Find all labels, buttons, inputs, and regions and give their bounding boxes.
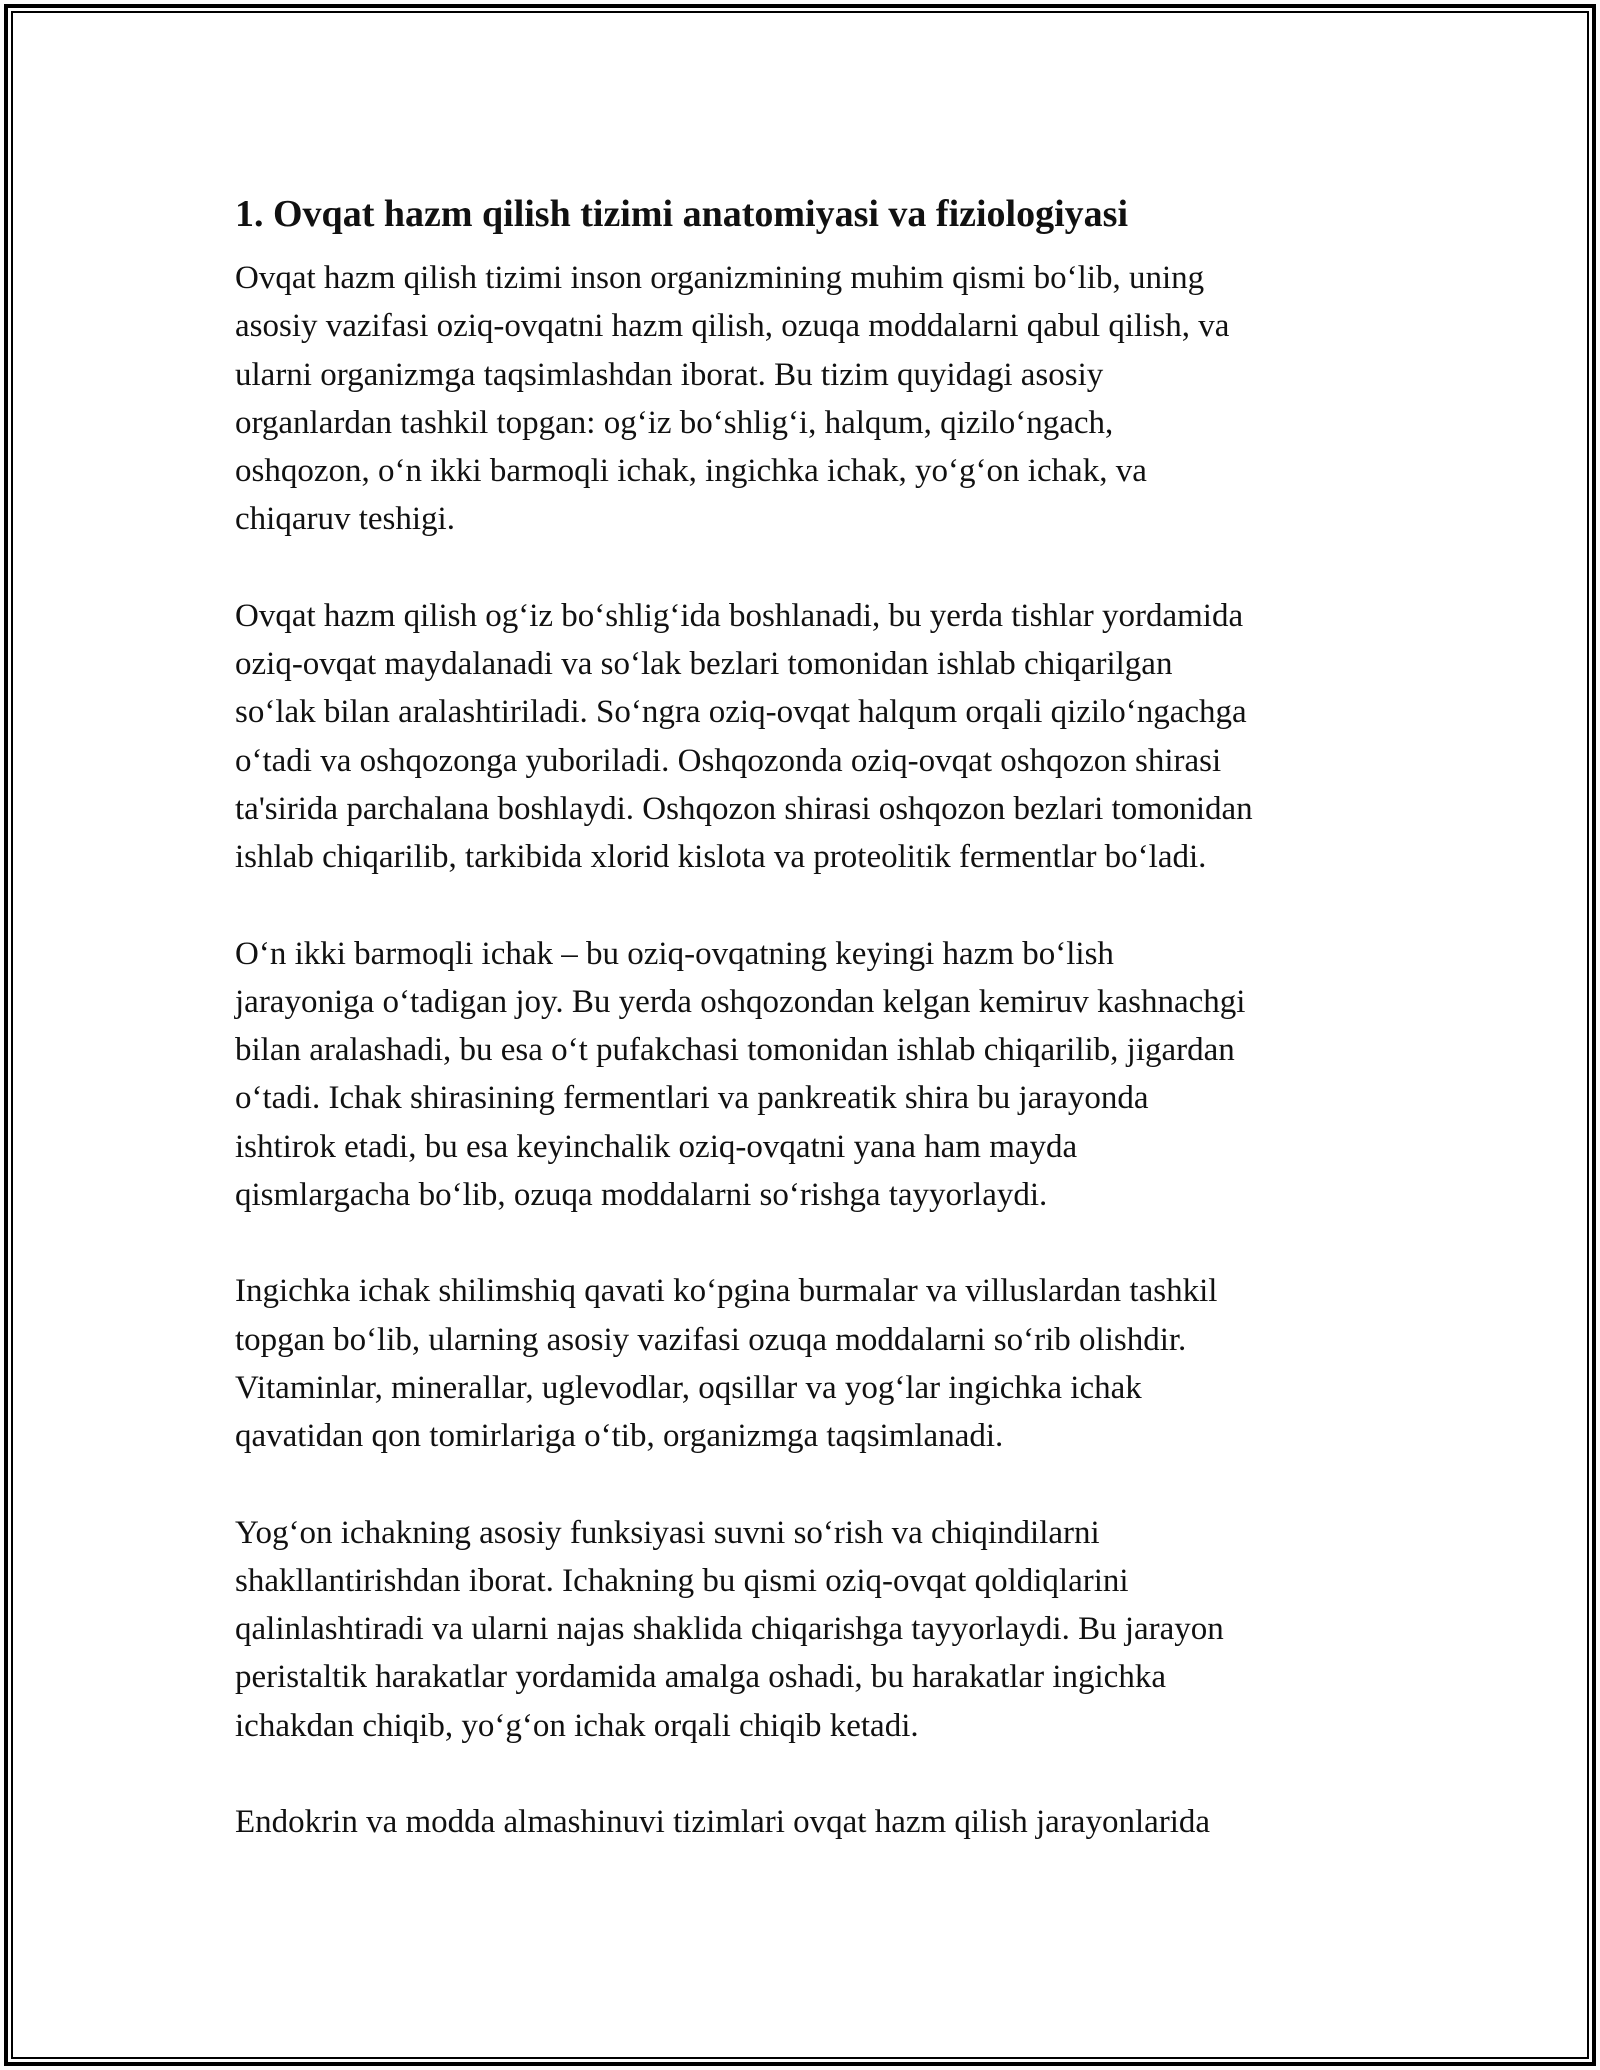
paragraph [235,1798,1395,1846]
paragraph-line: shakllantirishdan iborat. Ichakning bu qismi oziq-ovqat qoldiqlarini [235,1562,1129,1599]
paragraph-line: ichakdan chiqib, yo‘g‘on ichak orqali chiqib ketadi. [235,1707,919,1744]
paragraph-line: peristaltik harakatlar yordamida amalga oshadi, bu harakatlar ingichka [235,1659,1166,1696]
paragraph-line: Ovqat hazm qilish og‘iz bo‘shlig‘ida boshlanadi, bu yerda tishlar yordamida [235,597,1244,634]
paragraph-line: ta'sirida parchalana boshlaydi. Oshqozon shirasi oshqozon bezlari tomonidan [235,790,1253,827]
paragraph-line: qismlargacha bo‘lib, ozuqa moddalarni so‘rishga tayyorlaydi. [235,1177,1048,1214]
paragraph-line: qavatidan qon tomirlariga o‘tib, organizmga taqsimlanadi. [235,1418,1004,1455]
paragraph-line: ularni organizmga taqsimlashdan iborat. Bu tizim quyidagi asosiy [235,356,1104,393]
paragraph [235,254,1395,544]
paragraph-line: Endokrin va modda almashinuvi tizimlari ovqat hazm qilish jarayonlarida [235,1804,1211,1841]
paragraph [235,930,1395,1220]
paragraph [235,592,1395,882]
paragraph-line: so‘lak bilan aralashtiriladi. So‘ngra oziq-ovqat halqum orqali qizilo‘ngachga [235,694,1247,731]
paragraph-line: bilan aralashadi, bu esa o‘t pufakchasi tomonidan ishlab chiqarilib, jigardan [235,1032,1235,1069]
paragraph-line: ishtirok etadi, bu esa keyinchalik oziq-ovqatni yana ham mayda [235,1128,1078,1165]
paragraph-line: Ovqat hazm qilish tizimi inson organizmining muhim qismi bo‘lib, uning [235,260,1205,296]
paragraph-line: qalinlashtiradi va ularni najas shaklida chiqarishga tayyorlaydi. Bu jarayon [235,1611,1224,1648]
paragraph [235,1509,1395,1750]
paragraph-line: ishlab chiqarilib, tarkibida xlorid kislota va proteolitik fermentlar bo‘ladi. [235,839,1207,876]
paragraph-line: chiqaruv teshigi. [235,501,455,538]
paragraph-line: jarayoniga o‘tadigan joy. Bu yerda oshqozondan kelgan kemiruv kashnachgi [235,983,1246,1020]
paragraph-line: topgan bo‘lib, ularning asosiy vazifasi ozuqa moddalarni so‘rib olishdir. [235,1321,1187,1358]
paragraph-line: Yog‘on ichakning asosiy funksiyasi suvni so‘rish va chiqindilarni [235,1514,1100,1551]
section-heading: 1. Ovqat hazm qilish tizimi anatomiyasi va fiziologiyasi [235,193,1129,235]
paragraph-line: Ingichka ichak shilimshiq qavati ko‘pgina burmalar va villuslardan tashkil [235,1273,1218,1310]
paragraph-line: organlardan tashkil topgan: og‘iz bo‘shlig‘i, halqum, qizilo‘ngach, [235,404,1114,441]
paragraph-line: asosiy vazifasi oziq-ovqatni hazm qilish, ozuqa moddalarni qabul qilish, va [235,308,1230,345]
paragraph-line: Vitaminlar, minerallar, uglevodlar, oqsillar va yog‘lar ingichka ichak [235,1369,1142,1406]
paragraph-list [235,254,1395,1846]
paragraph-line: O‘n ikki barmoqli ichak – bu oziq-ovqatning keyingi hazm bo‘lish [235,935,1114,972]
paragraph-line: oshqozon, o‘n ikki barmoqli ichak, ingichka ichak, yo‘g‘on ichak, va [235,453,1147,490]
paragraph [235,1267,1395,1460]
paragraph-line: o‘tadi. Ichak shirasining fermentlari va pankreatik shira bu jarayonda [235,1080,1149,1117]
paragraph-line: o‘tadi va oshqozonga yuboriladi. Oshqozonda oziq-ovqat oshqozon shirasi [235,742,1222,779]
paragraph-line: oziq-ovqat maydalanadi va so‘lak bezlari tomonidan ishlab chiqarilgan [235,646,1173,683]
document-body [235,186,1395,1846]
